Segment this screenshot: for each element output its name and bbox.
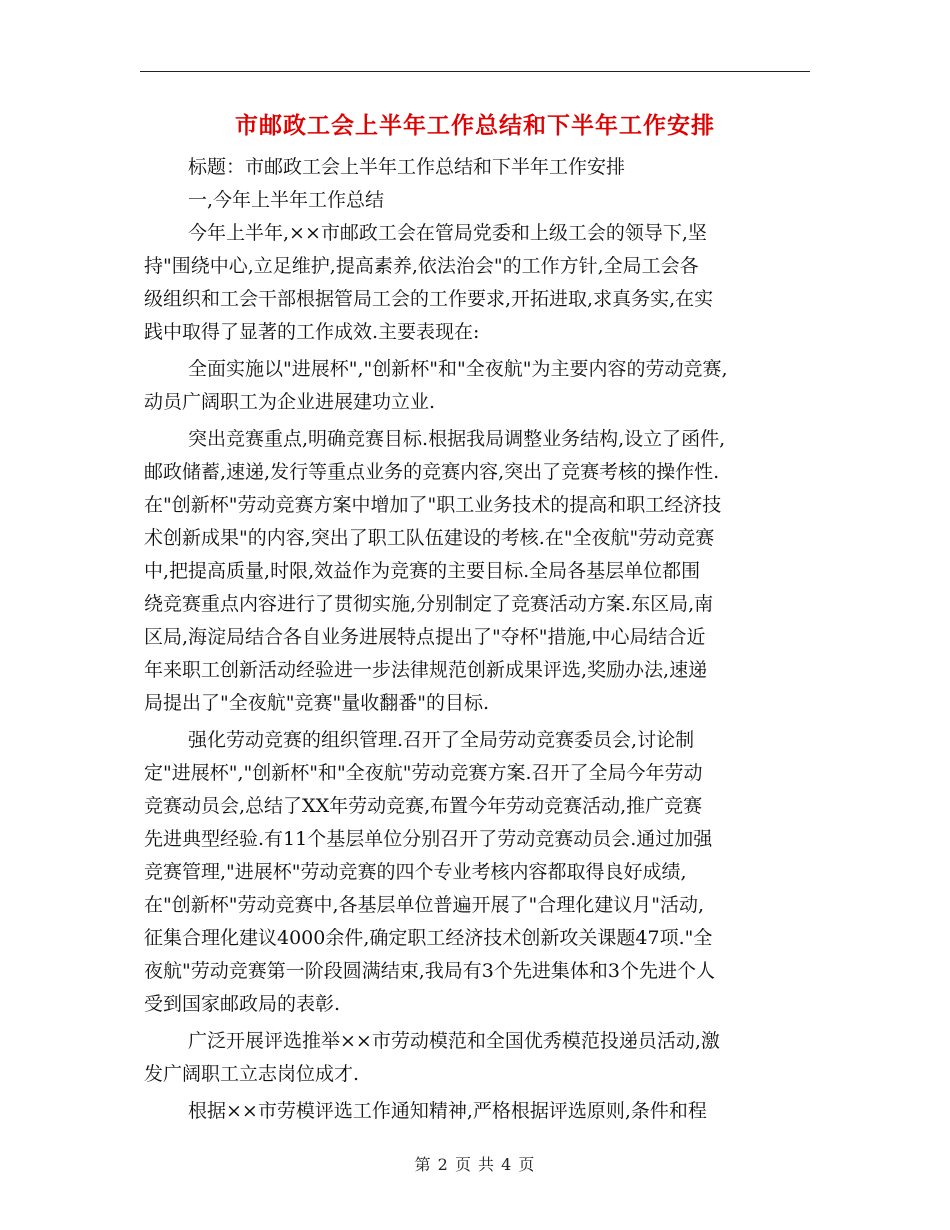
text-line: 强化劳动竞赛的组织管理.召开了全局劳动竞赛委员会,讨论制 — [188, 729, 695, 751]
text-line: 发广阔职工立志岗位成才. — [144, 1063, 360, 1085]
text-line: 动员广阔职工为企业进展建功立业. — [144, 391, 436, 413]
text-line: 中,把提高质量,时限,效益作为竞赛的主要目标.全局各基层单位都围 — [144, 560, 701, 582]
text-line: 级组织和工会干部根据管局工会的工作要求,开拓进取,求真务实,在实 — [144, 288, 714, 310]
header-rule — [140, 71, 810, 72]
text-line: 在"创新杯"劳动竞赛中,各基层单位普遍开展了"合理化建议月"活动, — [144, 894, 705, 916]
text-line: 术创新成果"的内容,突出了职工队伍建设的考核.在"全夜航"劳动竞赛 — [144, 527, 715, 549]
text-line: 今年上半年,××市邮政工会在管局党委和上级工会的领导下,坚 — [188, 222, 707, 244]
text-line: 根据××市劳模评选工作通知精神,严格根据评选原则,条件和程 — [188, 1100, 707, 1122]
text-line: 绕竞赛重点内容进行了贯彻实施,分别制定了竞赛活动方案.东区局,南 — [144, 593, 714, 615]
text-line: 竞赛管理,"进展杯"劳动竞赛的四个专业考核内容都取得良好成绩, — [144, 861, 687, 883]
text-line: 标题：市邮政工会上半年工作总结和下半年工作安排 — [188, 156, 626, 178]
text-line: 广泛开展评选推举××市劳动模范和全国优秀模范投递员活动,激 — [188, 1030, 720, 1052]
text-line: 年来职工创新活动经验进一步法律规范创新成果评选,奖励办法,速递 — [144, 659, 708, 681]
text-line: 受到国家邮政局的表彰. — [144, 993, 341, 1015]
text-line: 突出竞赛重点,明确竞赛目标.根据我局调整业务结构,设立了函件, — [188, 428, 726, 450]
text-line: 竞赛动员会,总结了XX年劳动竞赛,布置今年劳动竞赛活动,推广竞赛 — [144, 795, 703, 817]
text-line: 邮政储蓄,速递,发行等重点业务的竞赛内容,突出了竞赛考核的操作性. — [144, 461, 720, 483]
text-line: 定"进展杯","创新杯"和"全夜航"劳动竞赛方案.召开了全局今年劳动 — [144, 762, 703, 784]
text-line: 在"创新杯"劳动竞赛方案中增加了"职工业务技术的提高和职工经济技 — [144, 494, 722, 516]
text-line: 一,今年上半年工作总结 — [188, 189, 385, 211]
document-title: 市邮政工会上半年工作总结和下半年工作安排 — [235, 112, 715, 139]
text-line: 持"围绕中心,立足维护,提高素养,依法治会"的工作方针,全局工会各 — [144, 255, 699, 277]
text-line: 全面实施以"进展杯","创新杯"和"全夜航"为主要内容的劳动竞赛, — [188, 358, 728, 380]
text-line: 夜航"劳动竞赛第一阶段圆满结束,我局有3个先进集体和3个先进个人 — [144, 960, 715, 982]
text-line: 征集合理化建议4000余件,确定职工经济技术创新攻关课题47项."全 — [144, 927, 713, 949]
text-line: 局提出了"全夜航"竞赛"量收翻番"的目标. — [144, 692, 489, 714]
page-number-footer: 第 2 页 共 4 页 — [414, 1155, 536, 1174]
text-line: 践中取得了显著的工作成效.主要表现在: — [144, 321, 480, 343]
text-line: 区局,海淀局结合各自业务进展特点提出了"夺杯"措施,中心局结合近 — [144, 626, 706, 648]
document-body — [144, 151, 804, 1128]
text-line: 先进典型经验.有11个基层单位分别召开了劳动竞赛动员会.通过加强 — [144, 828, 713, 850]
